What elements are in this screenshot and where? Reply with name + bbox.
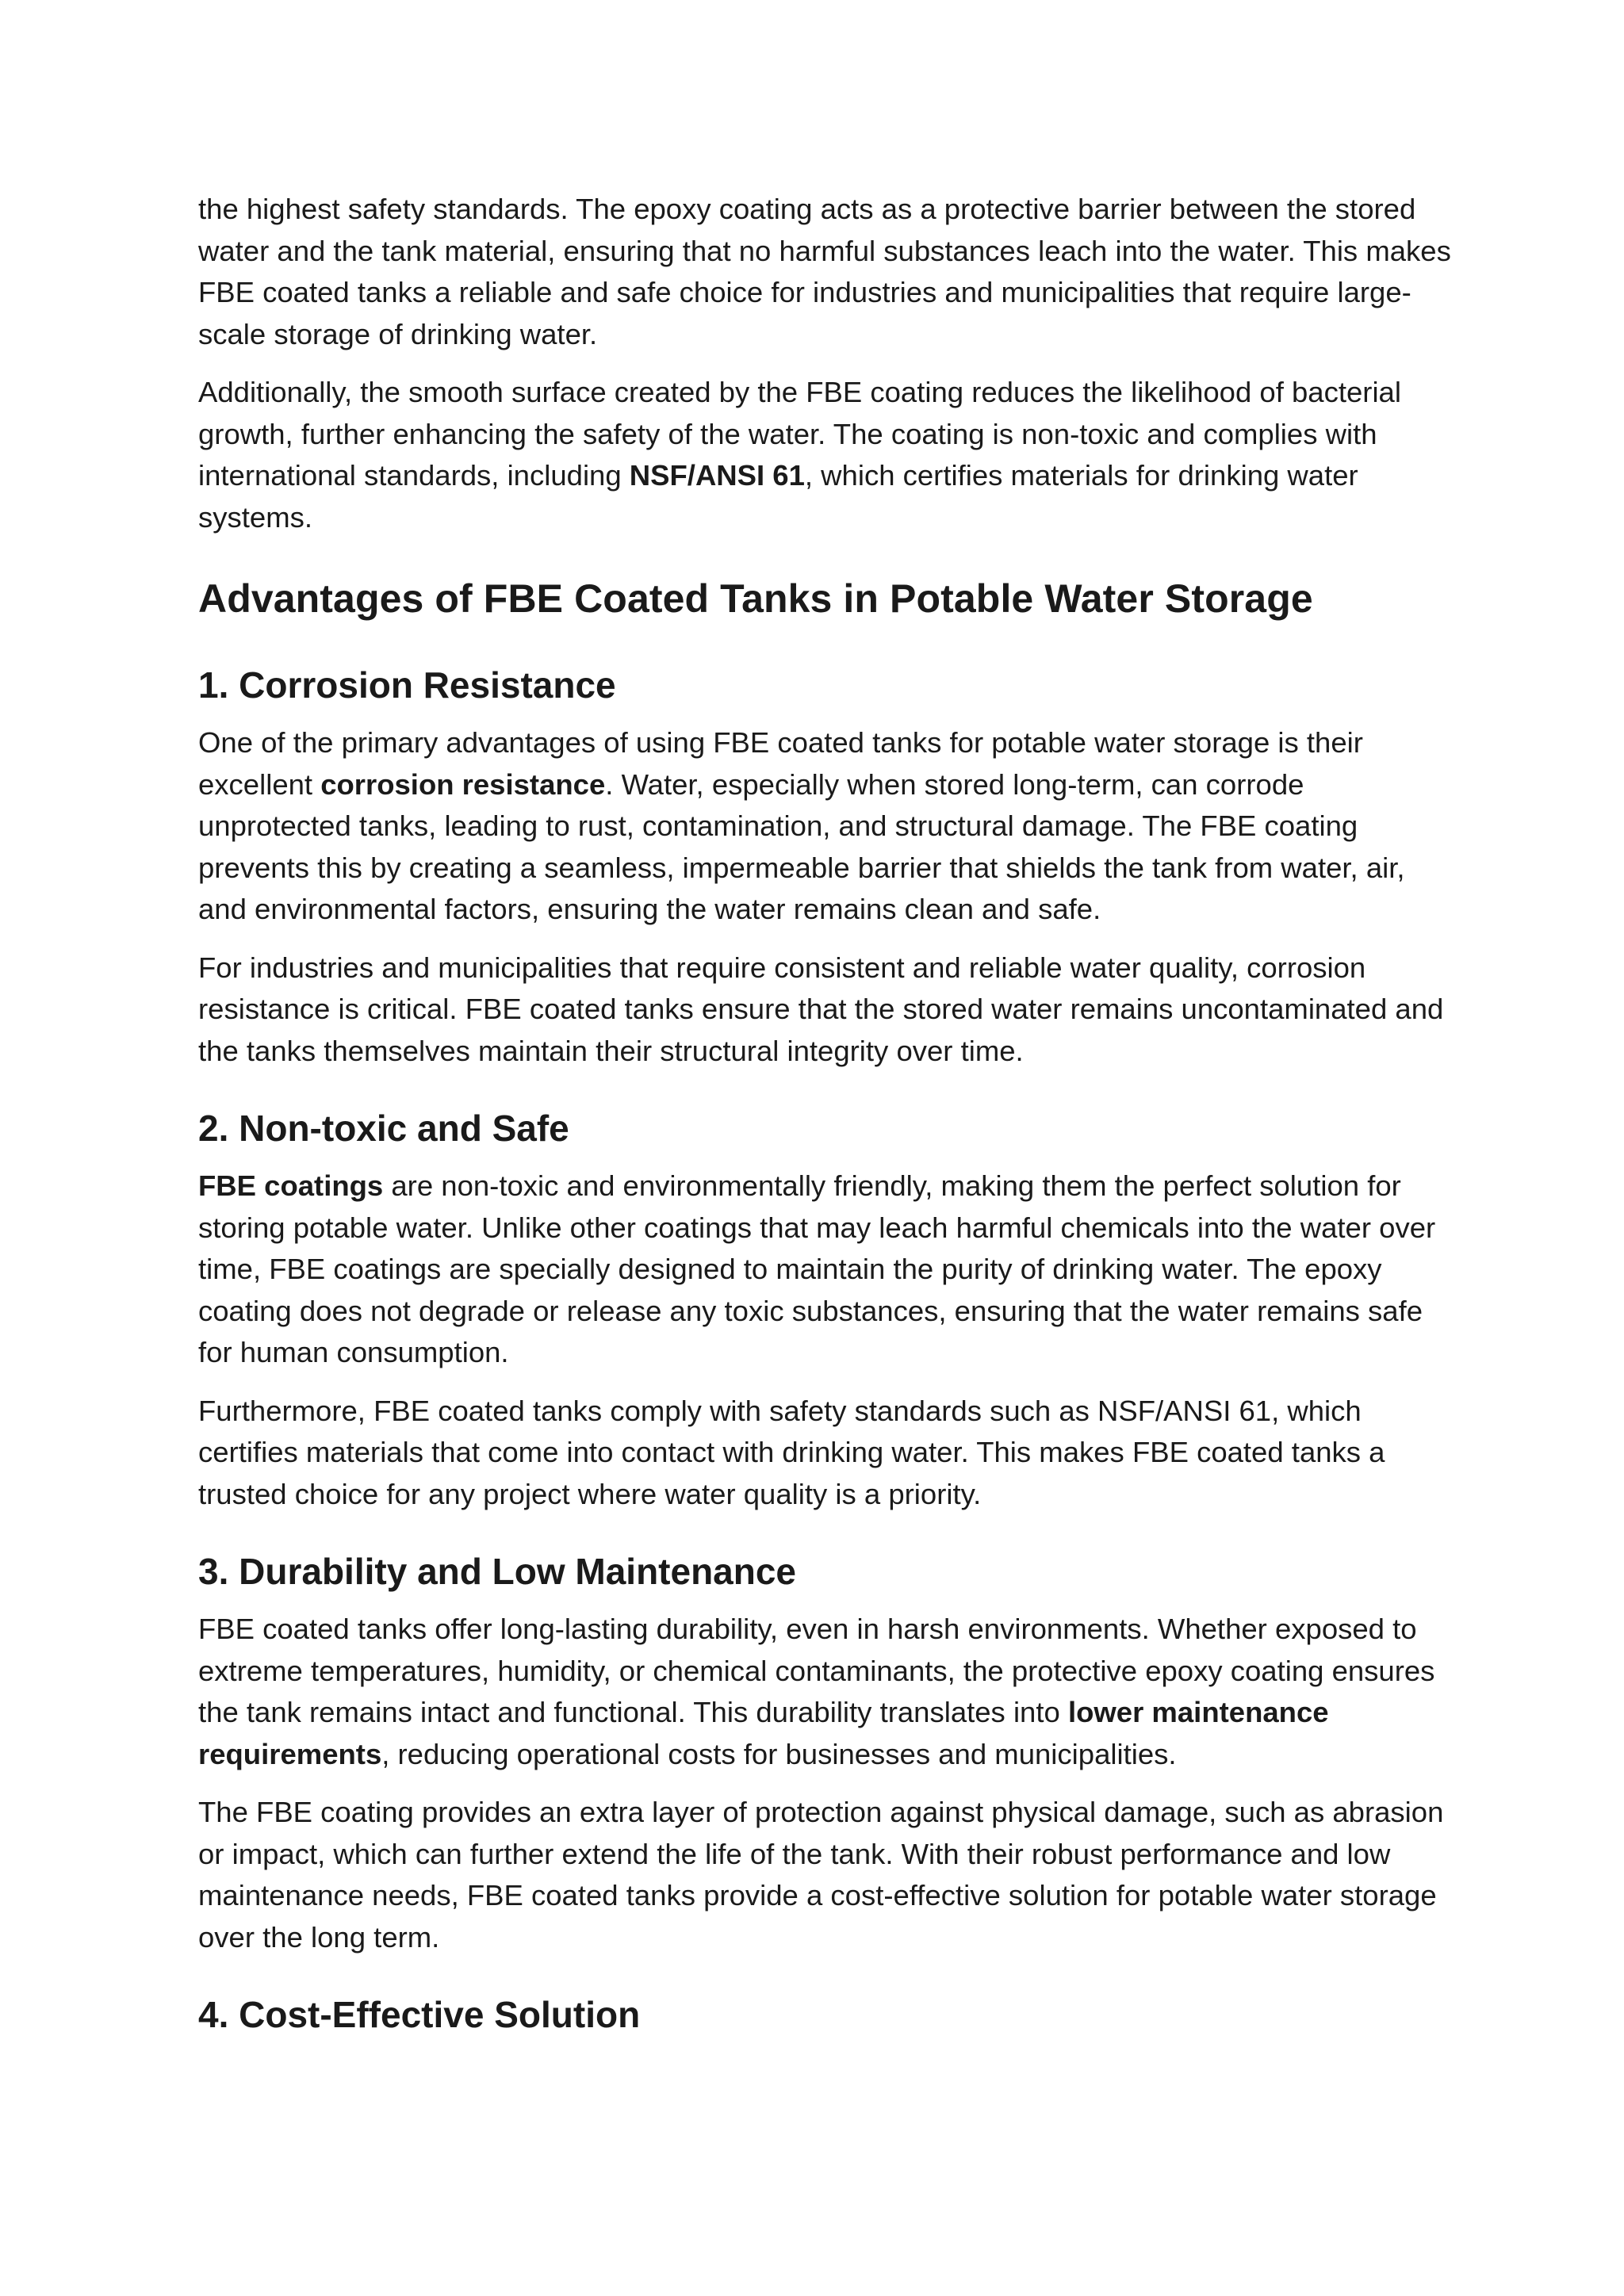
lower-maintenance-emphasis: lower maintenance requirements — [198, 1696, 1329, 1770]
corrosion-paragraph-2: For industries and municipalities that require consistent and reliable water quality, corrosion resistance is critical. FBE coated tanks ensure that the stored water remains uncontaminated and the tanks themselves maintain their structural integrity over time. — [198, 951, 1444, 1067]
intro-paragraph-1: the highest safety standards. The epoxy coating acts as a protective barrier between the stored water and the tank material, ensuring that no harmful substances leach into the water. This makes FBE coated tanks a reliable and safe choice for industries and municipalities that require large-scale storage of drinking water. — [198, 193, 1451, 350]
non-toxic-paragraph-2: Furthermore, FBE coated tanks comply with safety standards such as NSF/ANSI 61, which certifies materials that come into contact with drinking water. This makes FBE coated tanks a trusted choice for any project where water quality is a priority. — [198, 1394, 1385, 1510]
section-heading-cost-effective: 4. Cost-Effective Solution — [198, 1994, 641, 2035]
non-toxic-paragraph-1 — [198, 1165, 1451, 1374]
intro-paragraph-2-text-b: , which certifies materials for drinking water systems. — [198, 459, 1358, 534]
durability-paragraph-1 — [198, 1609, 1451, 1775]
intro-paragraph-2 — [198, 372, 1451, 538]
section-heading-non-toxic-safe: 2. Non-toxic and Safe — [198, 1108, 569, 1149]
nsf-ansi-61-emphasis: NSF/ANSI 61 — [629, 459, 805, 492]
durability-paragraph-1-text-b: , reducing operational costs for businesses and municipalities. — [381, 1737, 1177, 1770]
section-heading-durability: 3. Durability and Low Maintenance — [198, 1551, 797, 1592]
corrosion-paragraph-1-text-a: One of the primary advantages of using FBE coated tanks for potable water storage is their excellent — [198, 726, 1363, 801]
document-page — [198, 189, 1451, 2052]
durability-paragraph-1-text-a: FBE coated tanks offer long-lasting durability, even in harsh environments. Whether exposed to extreme temperatures, humidity, or chemical contaminants, the protective epoxy coating ensures the tank remains intact and functional. This durability translates into — [198, 1613, 1435, 1728]
section-heading-corrosion-resistance: 1. Corrosion Resistance — [198, 664, 616, 706]
main-heading: Advantages of FBE Coated Tanks in Potable Water Storage — [198, 576, 1313, 621]
intro-paragraph-2-text-a: Additionally, the smooth surface created by the FBE coating reduces the likelihood of bacterial growth, further enhancing the safety of the water. The coating is non-toxic and complies with international standards, including — [198, 376, 1401, 492]
corrosion-paragraph-1 — [198, 722, 1451, 931]
durability-paragraph-2: The FBE coating provides an extra layer of protection against physical damage, such as abrasion or impact, which can further extend the life of the tank. With their robust performance and low maintenance needs, FBE coated tanks provide a cost-effective solution for potable water storage over the long term. — [198, 1796, 1444, 1954]
fbe-coatings-emphasis: FBE coatings — [198, 1169, 384, 1202]
corrosion-resistance-emphasis: corrosion resistance — [320, 767, 606, 801]
non-toxic-paragraph-1-text: are non-toxic and environmentally friendly, making them the perfect solution for storing potable water. Unlike other coatings that may leach harmful chemicals into the water over time, FBE coatings are specially designed to maintain the purity of drinking water. The epoxy coating does not degrade or release any toxic substances, ensuring that the water remains safe for human consumption. — [198, 1169, 1436, 1368]
corrosion-paragraph-1-text-b: . Water, especially when stored long-term, can corrode unprotected tanks, leading to rust, contamination, and structural damage. The FBE coating prevents this by creating a seamless, impermeable barrier that shields the tank from water, air, and environmental factors, ensuring the water remains clean and safe. — [198, 767, 1405, 925]
